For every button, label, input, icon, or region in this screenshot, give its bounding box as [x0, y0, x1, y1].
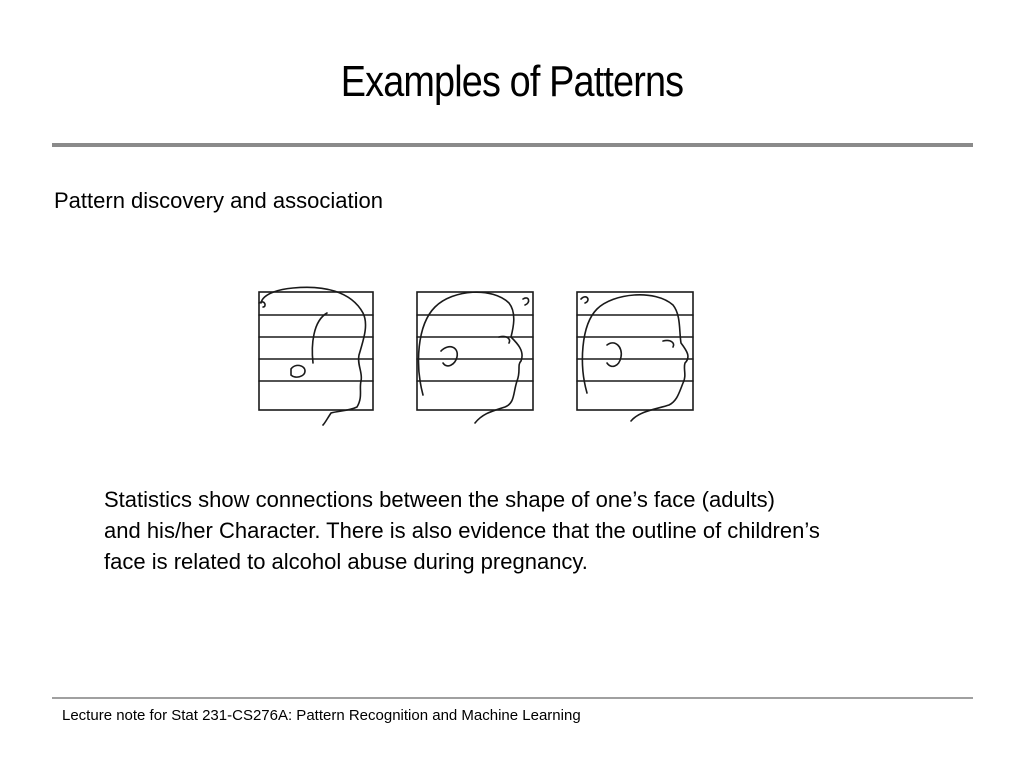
- title-divider: [52, 143, 973, 147]
- body-line-1: Statistics show connections between the shape of one’s face (adults): [104, 487, 775, 512]
- footer-divider: [52, 697, 973, 699]
- body-paragraph: [104, 484, 964, 577]
- head-profile-2-image: [413, 285, 538, 430]
- subheading: Pattern discovery and association: [54, 188, 383, 213]
- body-line-3: face is related to alcohol abuse during pregnancy.: [104, 549, 588, 574]
- head-profile-1-image: [253, 285, 378, 430]
- slide-title: Examples of Patterns: [340, 57, 684, 106]
- body-line-2: and his/her Character. There is also evidence that the outline of children’s: [104, 518, 820, 543]
- footer-note: Lecture note for Stat 231-CS276A: Pattern Recognition and Machine Learning: [62, 707, 581, 724]
- face-profiles-figure: [253, 285, 703, 430]
- head-profile-3-image: [573, 285, 698, 430]
